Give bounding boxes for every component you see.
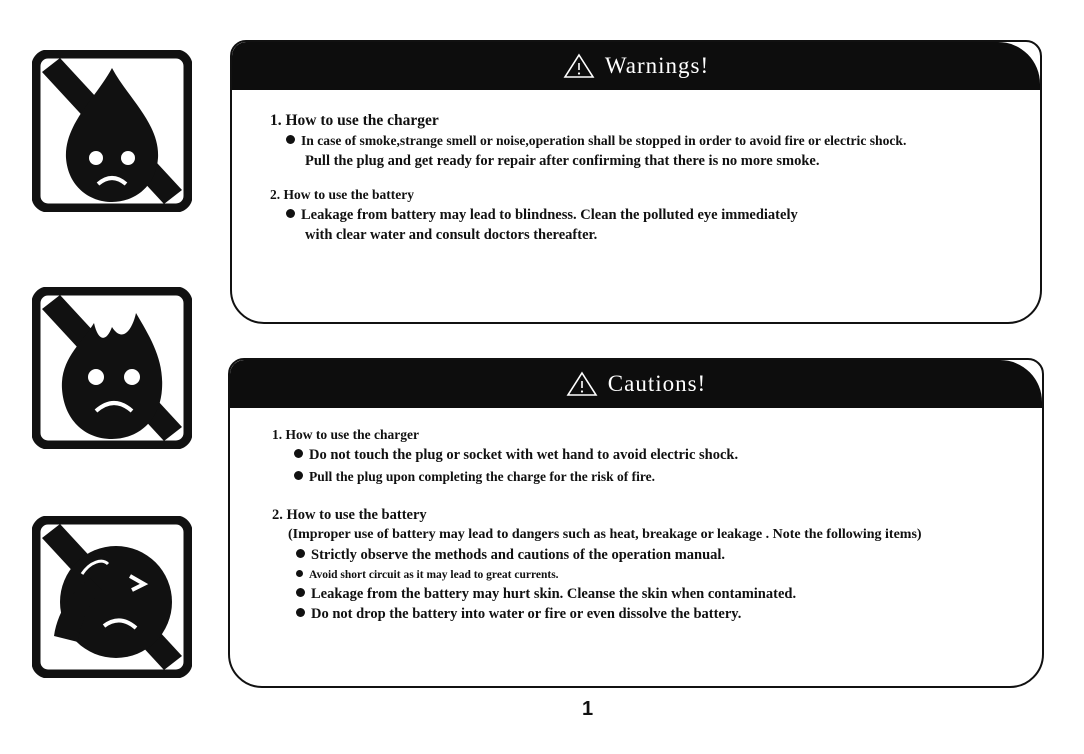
warnings-section2-item-1: Leakage from battery may lead to blindness. Clean the polluted eye immediately [286,206,798,224]
warnings-section1-heading: 1. How to use the charger [270,112,439,129]
warnings-section2-item-2: with clear water and consult doctors thereafter. [305,227,598,243]
bullet-icon [294,471,303,480]
warnings-panel [230,40,1042,324]
bullet-icon [296,608,305,617]
warning-triangle-icon [566,371,598,397]
warnings-title: Warnings! [604,53,710,78]
cautions-section2-item-3: Leakage from the battery may hurt skin. Cleanse the skin when contaminated. [296,585,796,603]
bullet-icon [286,135,295,144]
cautions-section2-note: (Improper use of battery may lead to dangers such as heat, breakage or leakage . Note the following items) [288,527,922,542]
bullet-icon [294,449,303,458]
cautions-section1-heading: 1. How to use the charger [272,427,419,442]
page-number: 1 [582,698,594,720]
warning-triangle-icon [563,53,595,79]
cautions-section2-item-1: Strictly observe the methods and cautions of the operation manual. [296,546,725,564]
cautions-section1-item-1: Do not touch the plug or socket with wet hand to avoid electric shock. [294,446,738,464]
fire-warning-icon [32,287,192,449]
cautions-section2-item-4: Do not drop the battery into water or fire or even dissolve the battery. [296,605,741,623]
warnings-section1-item-1: In case of smoke,strange smell or noise,operation shall be stopped in order to avoid fire or electric shock. [286,132,906,150]
bullet-icon [296,549,305,558]
smoke-drop-warning-icon [32,50,192,212]
cautions-section2-item-2: Avoid short circuit as it may lead to great currents. [296,566,559,584]
warnings-banner [232,42,1040,90]
cautions-title: Cautions! [607,371,707,396]
warnings-section1-item-2: Pull the plug and get ready for repair after confirming that there is no more smoke. [305,153,820,169]
cautions-section1-item-2: Pull the plug upon completing the charge for the risk of fire. [294,468,655,486]
bullet-icon [296,588,305,597]
eye-injury-warning-icon [32,516,192,678]
cautions-panel [228,358,1044,688]
warnings-section2-heading: 2. How to use the battery [270,187,414,202]
cautions-banner [230,360,1042,408]
cautions-section2-heading: 2. How to use the battery [272,507,427,523]
bullet-icon [296,570,303,577]
bullet-icon [286,209,295,218]
